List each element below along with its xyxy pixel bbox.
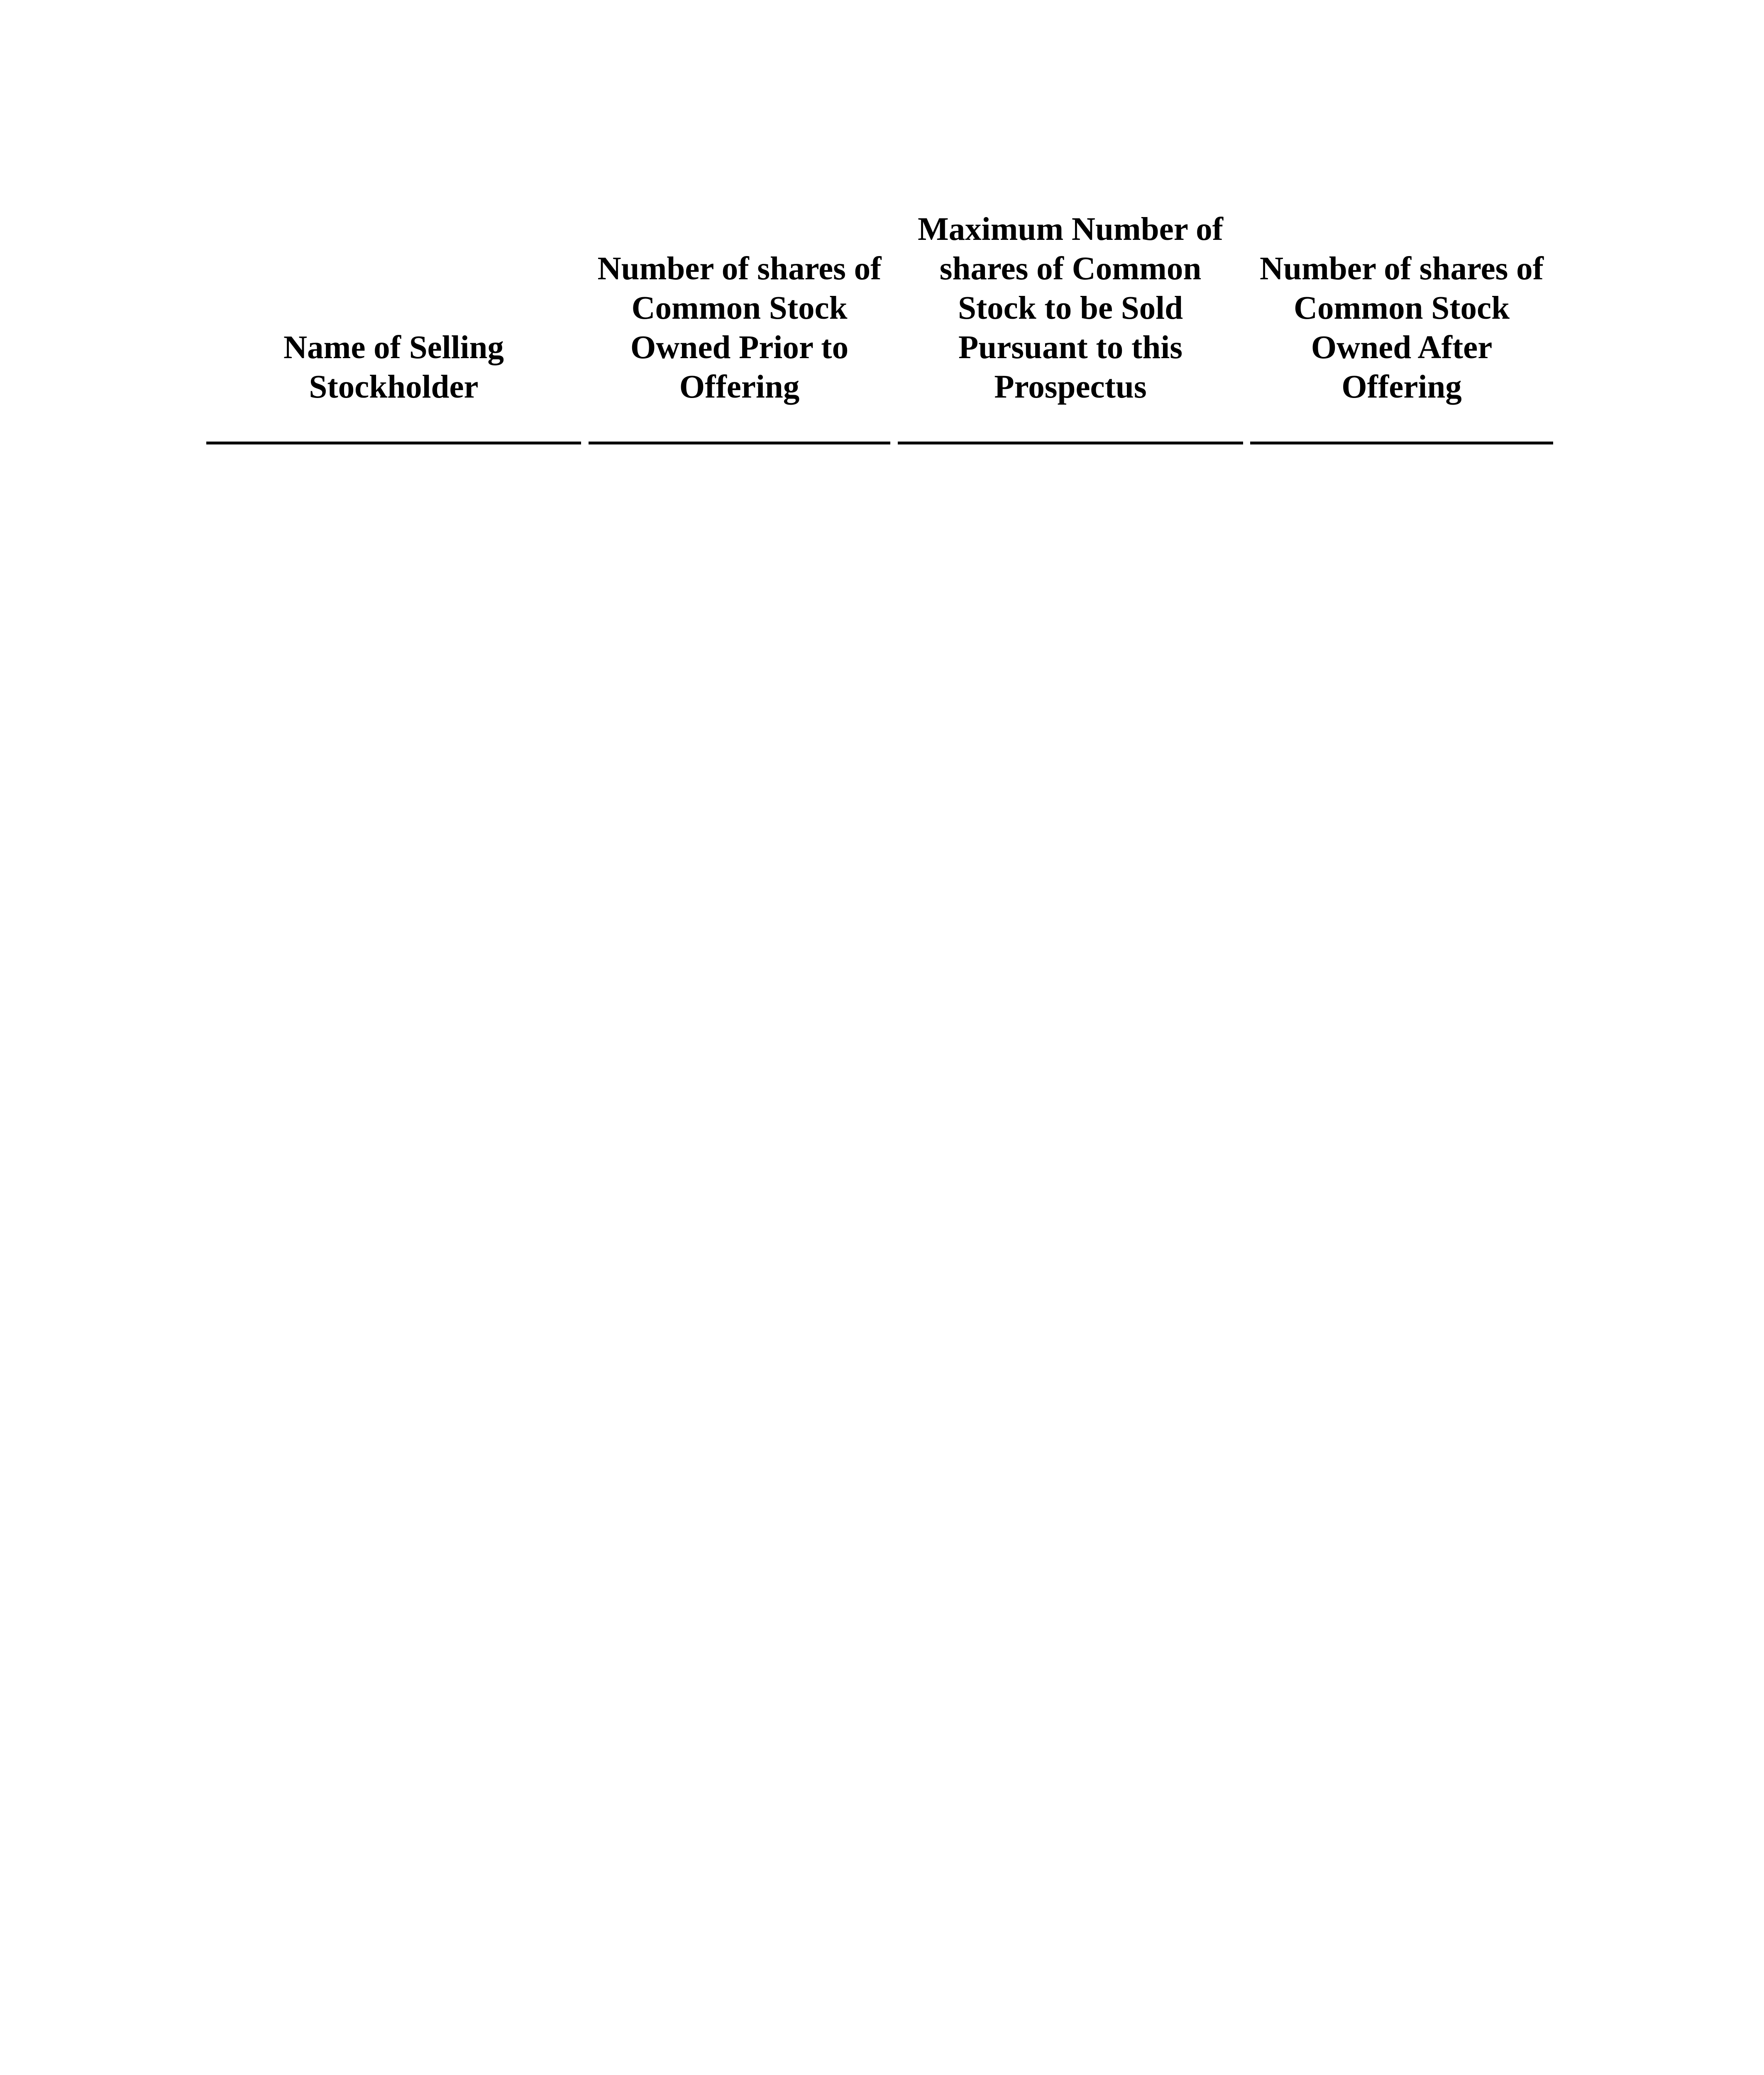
column-header-name-of-selling-stockholder: [206, 203, 581, 452]
column-header-label: Number of shares of Common Stock Owned Prior to Offering: [597, 251, 882, 405]
column-underline: [1250, 442, 1553, 444]
column-header-shares-owned-prior: [589, 203, 890, 452]
column-header-label: Number of shares of Common Stock Owned After Offering: [1260, 251, 1544, 405]
column-underline: [589, 442, 890, 444]
column-underline: [898, 442, 1243, 444]
column-underline: [206, 442, 581, 444]
column-header-label: Name of Selling Stockholder: [283, 330, 504, 405]
column-header-shares-owned-after: [1250, 203, 1553, 452]
column-header-max-shares-to-be-sold: [898, 203, 1243, 452]
selling-stockholder-table-header: [0, 203, 1764, 452]
column-header-label: Maximum Number of shares of Common Stock to be Sold Pursuant to this Prospectus: [918, 211, 1223, 405]
